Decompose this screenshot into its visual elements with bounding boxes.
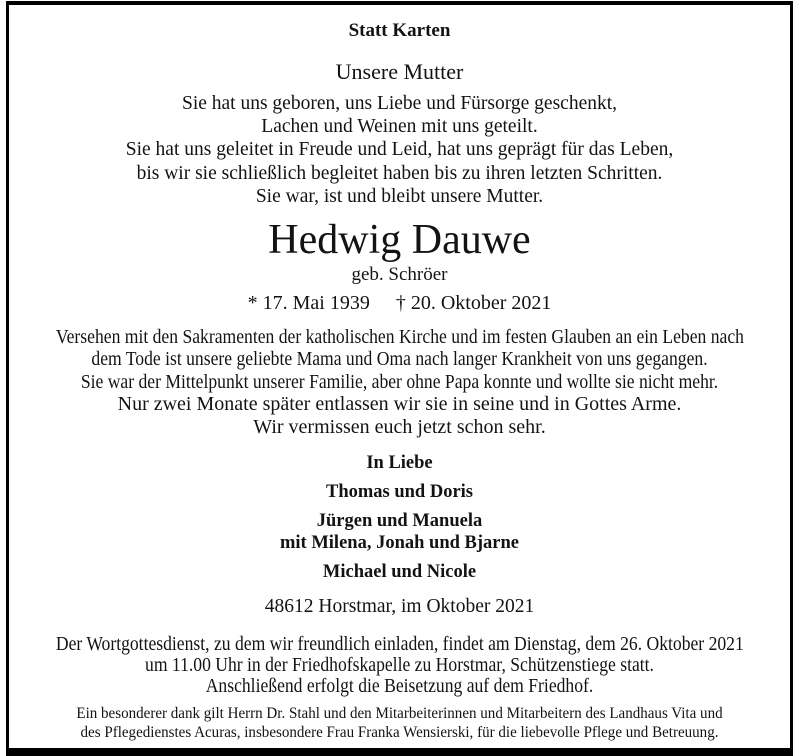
service-info-paragraph: [9, 634, 790, 697]
poem-line: bis wir sie schließlich begleitet haben bis zu ihren letzten Schritten.: [136, 162, 663, 184]
notice-intro: Unsere Mutter: [335, 59, 464, 84]
birth-date: * 17. Mai 1939: [247, 292, 370, 315]
deceased-birth-name: geb. Schröer: [351, 264, 448, 286]
obituary-notice-frame: [6, 1, 793, 756]
poem-line: Sie hat uns geleitet in Freude und Leid, hat uns geprägt für das Leben,: [125, 139, 674, 161]
service-line: um 11.00 Uhr in der Friedhofskapelle zu Horstmar, Schützenstiege statt.: [145, 654, 654, 677]
mourners-salutation: In Liebe: [366, 453, 433, 474]
tribute-line: Sie war der Mittelpunkt unserer Familie, aber ohne Papa konnte und wollte sie nicht mehr.: [80, 370, 719, 393]
poem-line: Sie war, ist und bleibt unsere Mutter.: [255, 185, 544, 207]
thanks-paragraph: [9, 705, 790, 742]
mourner-entry: [9, 482, 790, 502]
thanks-line: Ein besonderer dank gilt Herrn Dr. Stahl und den Mitarbeiterinnen und Mitarbeitern des Landhaus Vita und: [76, 705, 723, 723]
service-line: Der Wortgottesdienst, zu dem wir freundlich einladen, findet am Dienstag, dem 26. Oktober 2021: [55, 633, 744, 656]
mourner-entry: [9, 511, 790, 553]
death-date: † 20. Oktober 2021: [395, 292, 552, 315]
mourner-names: Jürgen und Manuela: [316, 511, 483, 532]
poem-line: Lachen und Weinen mit uns geteilt.: [261, 116, 538, 138]
tribute-line: Nur zwei Monate später entlassen wir sie in seine und in Gottes Arme.: [117, 393, 682, 416]
mourner-names: Thomas und Doris: [325, 482, 473, 503]
deceased-name: Hedwig Dauwe: [268, 217, 531, 264]
mourner-names: Michael und Nicole: [322, 562, 477, 583]
memorial-poem: [9, 92, 790, 208]
life-dates: [9, 292, 790, 314]
mourner-entry: [9, 562, 790, 582]
thanks-line: des Pflegedienstes Acuras, insbesondere Frau Franka Wensierski, für die liebevolle Pflege und Betreuung.: [80, 723, 719, 741]
tribute-paragraph: [9, 326, 790, 438]
poem-line: Sie hat uns geboren, uns Liebe und Fürsorge geschenkt,: [181, 93, 618, 114]
tribute-line: dem Tode ist unsere geliebte Mama und Oma nach langer Krankheit von uns gegangen.: [91, 348, 708, 371]
tribute-line: Wir vermissen euch jetzt schon sehr.: [253, 415, 546, 438]
notice-header: Statt Karten: [348, 20, 451, 41]
place-and-date: 48612 Horstmar, im Oktober 2021: [264, 596, 535, 618]
mourner-names: mit Milena, Jonah und Bjarne: [280, 533, 519, 554]
tribute-line: Versehen mit den Sakramenten der katholischen Kirche und im festen Glauben an ein Leben nach: [55, 326, 744, 349]
service-line: Anschließend erfolgt die Beisetzung auf dem Friedhof.: [205, 675, 594, 698]
